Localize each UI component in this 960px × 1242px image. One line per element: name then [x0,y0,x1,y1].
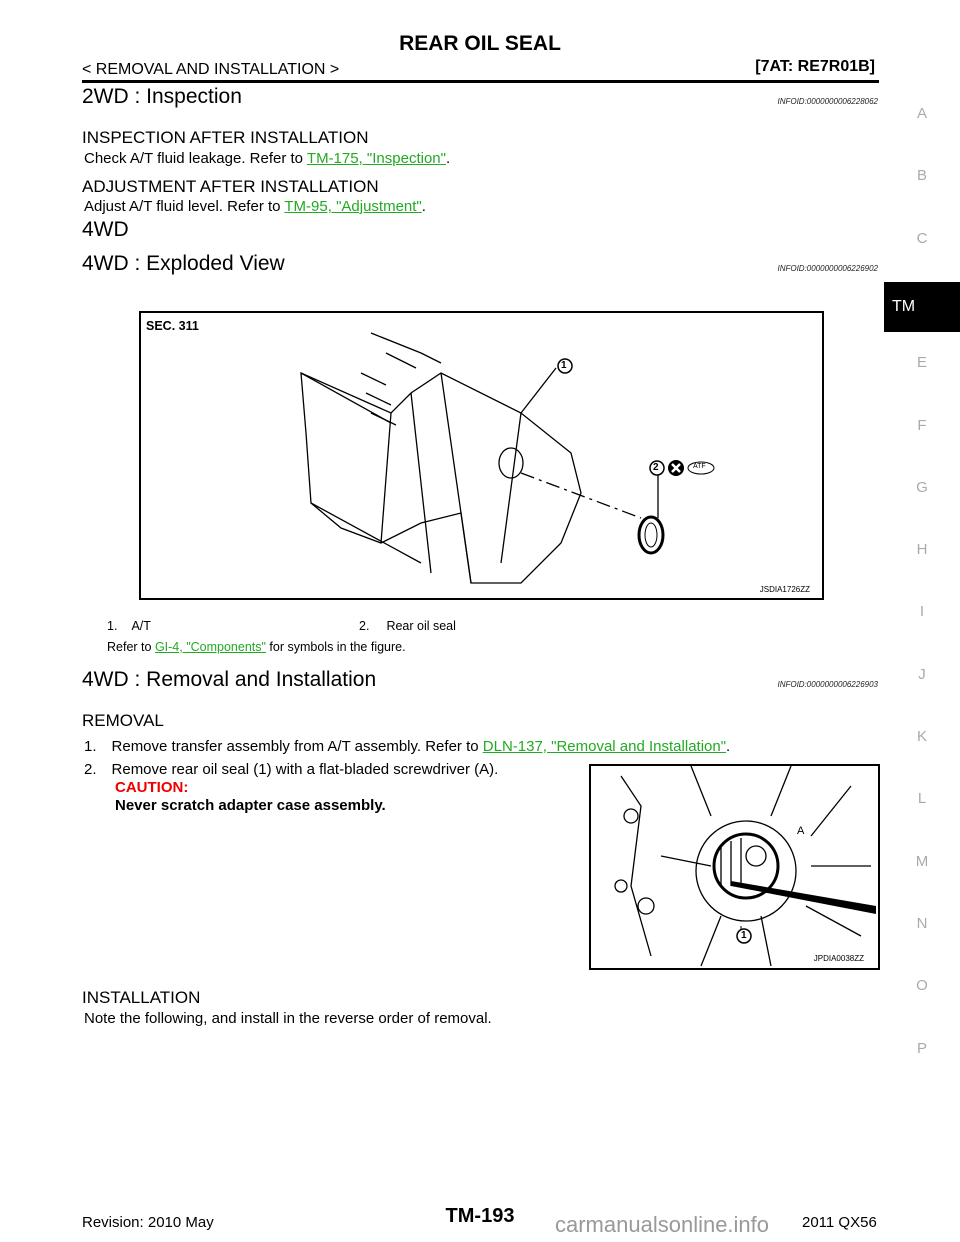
callout-2: 2 [653,462,659,473]
legend-item: 1. A/T [107,619,151,633]
exploded-view-figure [139,311,824,600]
link-tm-95[interactable]: TM-95, "Adjustment" [284,198,422,215]
sidebar-tab-f[interactable]: F [917,416,927,434]
seal-removal-figure [589,764,880,970]
transmission-illustration [141,313,822,598]
infoid: INFOID:0000000006226903 [777,680,878,689]
sidebar-tab-p[interactable]: P [916,1039,927,1057]
label-a: A [797,825,805,837]
symbols-reference: Refer to GI-4, "Components" for symbols in the figure. [107,640,406,654]
revision-date: Revision: 2010 May [82,1214,214,1231]
step-1: 1. Remove transfer assembly from A/T assembly. Refer to DLN-137, "Removal and Installation". [84,738,731,755]
subheading-adjustment: ADJUSTMENT AFTER INSTALLATION [82,177,379,196]
subheading-installation: INSTALLATION [82,988,201,1007]
header-divider [82,80,879,83]
callout-1: 1 [561,360,567,371]
figure-code: JPDIA0038ZZ [813,954,864,963]
paragraph: Adjust A/T fluid level. Refer to TM-95, "Adjustment". [84,198,426,215]
footer-model: 2011 QX56 [802,1214,877,1231]
legend-item: 2. Rear oil seal [359,619,456,633]
sidebar-tab-m[interactable]: M [915,852,929,870]
sidebar-tab-b[interactable]: B [916,167,927,185]
section-title-removal-installation: 4WD : Removal and Installation [82,668,377,691]
figure-code: JSDIA1726ZZ [759,585,810,594]
section-title-exploded-view: 4WD : Exploded View [82,252,285,275]
atf-symbol: ATF [693,463,706,470]
section-title-4wd: 4WD [82,218,129,241]
section-title-2wd-inspection: 2WD : Inspection [82,85,242,108]
seal-removal-illustration [591,766,878,968]
link-gi-4[interactable]: GI-4, "Components" [154,640,266,654]
callout-1: 1 [741,930,747,941]
caution-label: CAUTION: [115,779,189,796]
sidebar-tab-a[interactable]: A [916,105,927,122]
page-title: REAR OIL SEAL [399,32,561,55]
sidebar-tab-k[interactable]: K [916,728,927,745]
link-dln-137[interactable]: DLN-137, "Removal and Installation" [482,738,727,755]
sidebar-tab-c[interactable]: C [916,229,928,247]
paragraph: Check A/T fluid leakage. Refer to TM-175, "Inspection". [84,150,451,167]
subheading-inspection: INSPECTION AFTER INSTALLATION [82,128,369,147]
step-2: 2. Remove rear oil seal (1) with a flat-bladed screwdriver (A). [84,761,499,778]
watermark: carmanualsonline.info [555,1212,770,1237]
page-number: TM-193 [445,1205,515,1227]
breadcrumb: < REMOVAL AND INSTALLATION > [82,61,340,78]
sidebar-tab-o[interactable]: O [916,977,928,995]
subheading-removal: REMOVAL [82,711,164,730]
sidebar-tab-j[interactable]: J [918,665,926,683]
sidebar-tab-l[interactable]: L [917,790,927,808]
link-tm-175[interactable]: TM-175, "Inspection" [306,150,446,167]
sidebar-tab-i[interactable]: I [919,603,925,621]
sec-label: SEC. 311 [146,319,199,333]
sidebar-tab-h[interactable]: H [916,541,928,559]
sidebar-tab-tm[interactable]: TM [884,282,960,332]
infoid: INFOID:0000000006226902 [777,264,878,273]
caution-text: Never scratch adapter case assembly. [115,797,386,814]
sidebar-tab-e[interactable]: E [916,354,927,372]
sidebar-tab-n[interactable]: N [916,914,928,932]
sidebar-tab-g[interactable]: G [916,478,928,496]
paragraph: Note the following, and install in the reverse order of removal. [84,1010,492,1027]
infoid: INFOID:0000000006228062 [777,97,878,106]
model-code: [7AT: RE7R01B] [755,58,875,75]
